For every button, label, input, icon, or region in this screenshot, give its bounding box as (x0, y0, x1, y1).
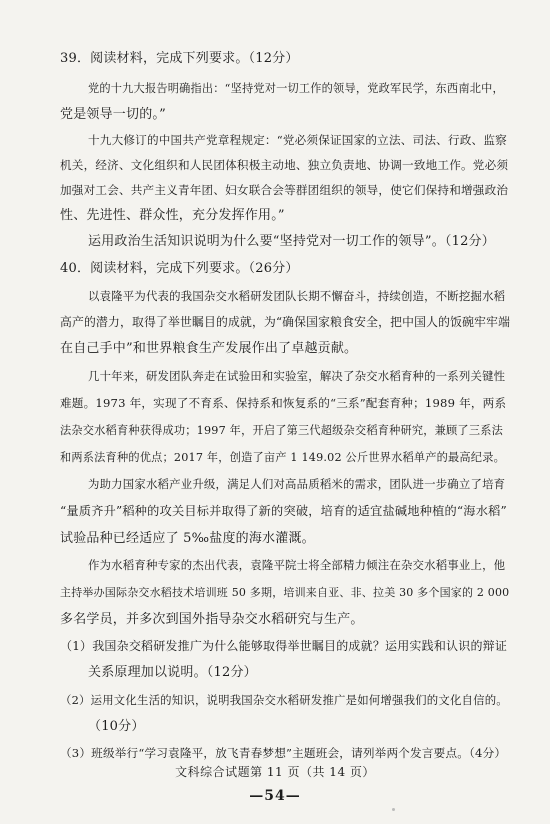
q40-p2-line-4: 和两系法育种的优点；2017 年，创造了亩产 1 149.02 公斤世界水稻单产的最高纪录。 (60, 451, 505, 464)
q40-p4-line-3: 多名学员，并多次到国外指导杂交水稻研究与生产。 (60, 612, 364, 627)
q40-p4-line-1: 作为水稻育种专家的杰出代表，袁隆平院士将全部精力倾注在杂交水稻事业上，他 (88, 558, 506, 572)
page-number: —54— (249, 788, 301, 804)
q39-p2-line-1: 十九大修订的中国共产党章程规定：“党必须保证国家的立法、司法、行政、监察 (88, 133, 507, 147)
q40-p2-line-2: 难题。1973 年，实现了不育系、保持系和恢复系的“三系”配套育种；1989 年，两系 (60, 396, 507, 410)
q40-p4-line-2: 主持举办国际杂交水稻技术培训班 50 多期，培训来自亚、非、拉美 30 多个国家的 2 000 (60, 586, 510, 599)
q39-p2-line-3: 加强对工会、共产主义青年团、妇女联合会等群团组织的领导，使它们保持和增强政治 (60, 183, 509, 197)
q39-p2-line-2: 机关，经济、文化组织和人民团体积极主动地、独立负责地、协调一致地工作。党必须 (60, 158, 509, 172)
q40-sub3: （3）班级举行“学习袁隆平，放飞青春梦想”主题班会，请列举两个发言要点。（4分） (60, 746, 507, 760)
scan-speck (392, 808, 395, 811)
q40-p2-line-3: 法杂交水稻育种获得成功；1997 年，开启了第三代超级杂交稻育种研究，兼顾了三系法 (60, 424, 503, 437)
q39-header: 39．阅读材料，完成下列要求。（12分） (60, 51, 299, 66)
q40-p2-line-1: 几十年来，研发团队奔走在试验田和实验室，解决了杂交水稻育种的一系列关键性 (88, 369, 506, 383)
q40-p1-line-2: 高产的潜力，取得了举世瞩目的成就，为“确保国家粮食安全，把中国人的饭碗牢牢端 (60, 315, 511, 329)
q40-sub1-line-2: 关系原理加以说明。（12分） (88, 665, 257, 680)
q40-sub1-line-1: （1）我国杂交稻研发推广为什么能够取得举世瞩目的成就？运用实践和认识的辩证 (60, 639, 508, 653)
q39-p1-line-1: 党的十九大报告明确指出：“坚持党对一切工作的领导，党政军民学，东西南北中， (88, 82, 504, 95)
q39-p1-line-2: 党是领导一切的。” (60, 107, 166, 122)
q40-p3-line-2: “量质齐升”稻种的攻关目标并取得了新的突破，培育的适宜盐碱地种植的“海水稻” (60, 504, 507, 518)
footer-title: 文科综合试题第 11 页（共 14 页） (175, 765, 375, 779)
q40-sub2-line-2: （10分） (88, 719, 145, 734)
q40-p1-line-3: 在自己手中”和世界粮食生产发展作出了卓越贡献。 (60, 341, 358, 356)
q40-p3-line-3: 试验品种已经适应了 5‰盐度的海水灌溉。 (60, 531, 315, 546)
q40-p1-line-1: 以袁隆平为代表的我国杂交水稻研发团队长期不懈奋斗，持续创造，不断挖掘水稻 (88, 289, 506, 303)
q40-p3-line-1: 为助力国家水稻产业升级，满足人们对高品质稻米的需求，团队进一步确立了培育 (88, 477, 506, 491)
q39-task: 运用政治生活知识说明为什么要“坚持党对一切工作的领导”。（12分） (88, 234, 495, 249)
q40-header: 40．阅读材料，完成下列要求。（26分） (60, 261, 299, 276)
q40-sub2-line-1: （2）运用文化生活的知识，说明我国杂交水稻研发推广是如何增强我们的文化自信的。 (60, 693, 508, 707)
q39-p2-line-4: 性、先进性、群众性，充分发挥作用。” (60, 208, 285, 223)
